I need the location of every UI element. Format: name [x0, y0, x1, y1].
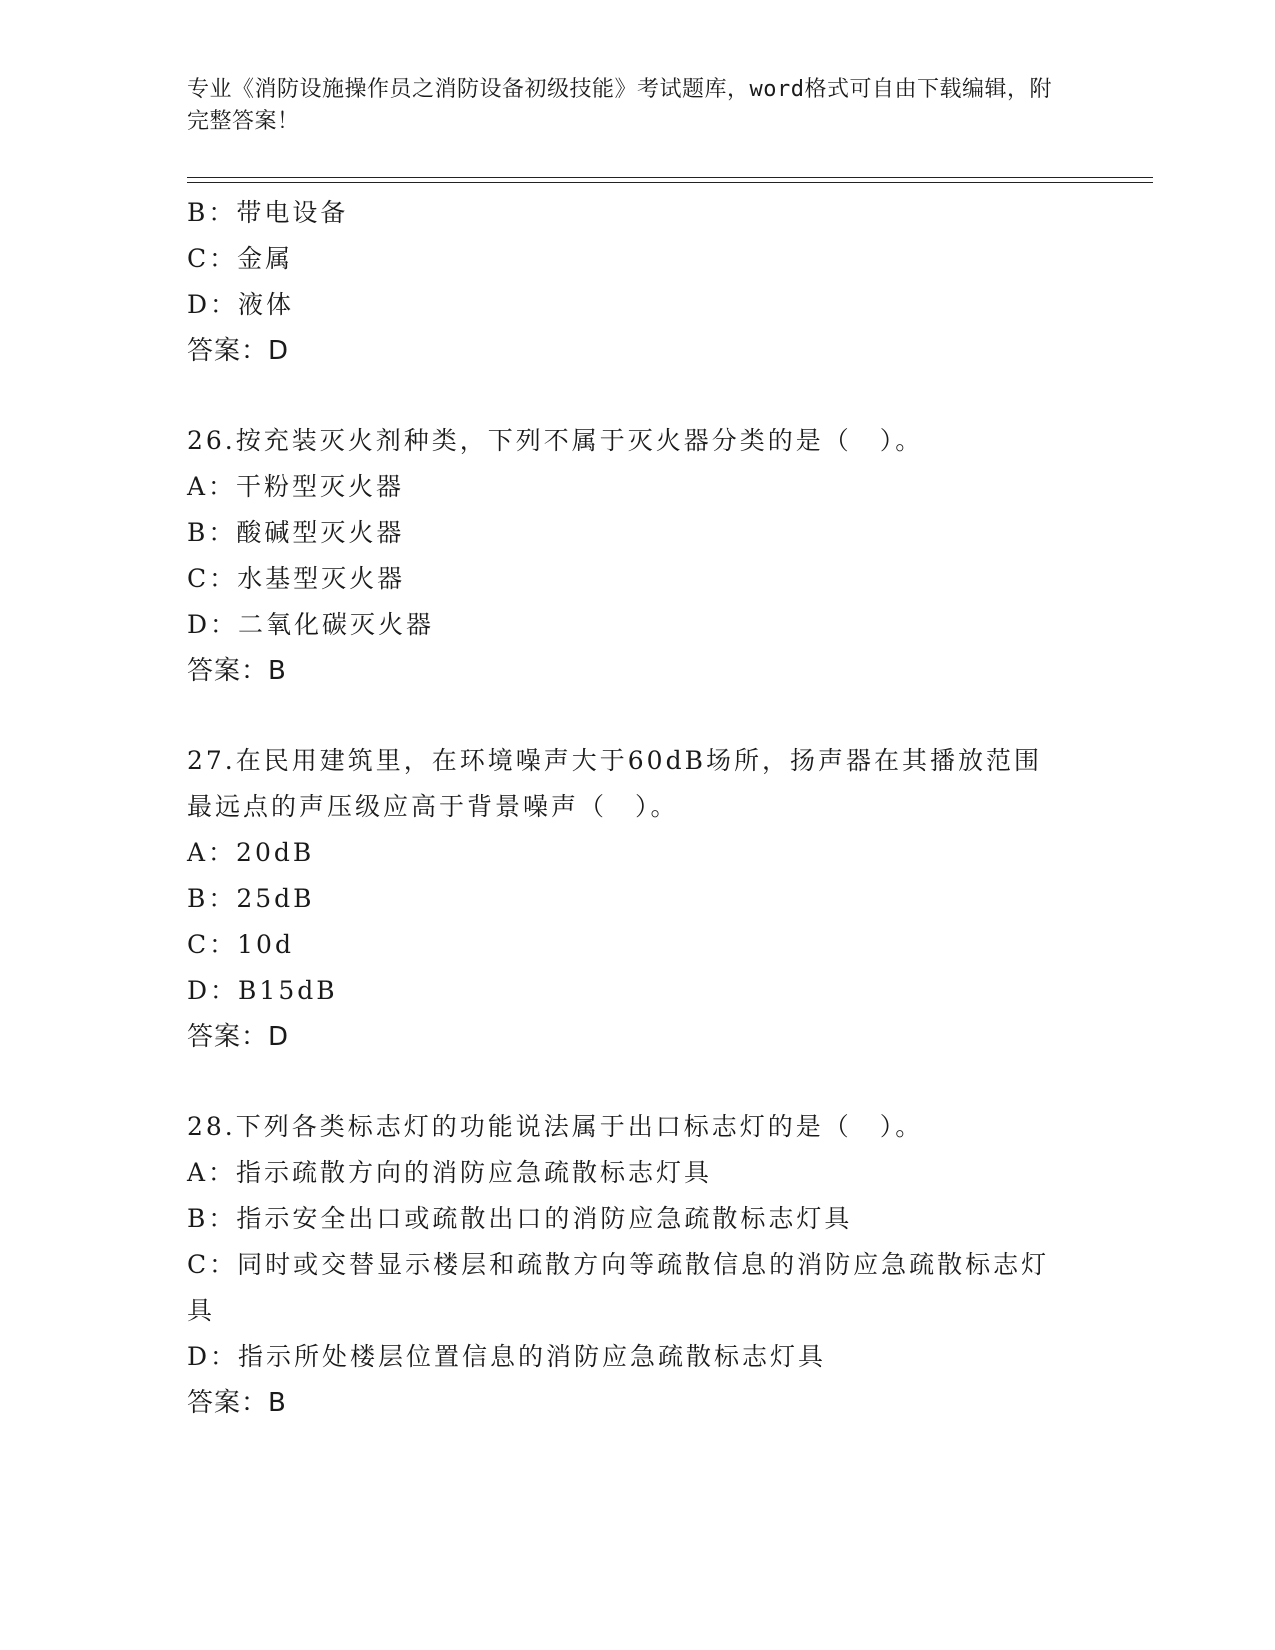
question-27: [187, 738, 1067, 1060]
answer-line: 答案：B: [187, 1388, 287, 1418]
option-a: A：干粉型灭火器: [187, 472, 405, 501]
answer-line: 答案：B: [187, 656, 287, 686]
document-header: 专业《消防设施操作员之消防设备初级技能》考试题库，word格式可自由下载编辑，附完整答案！: [187, 77, 1052, 134]
header-divider-bottom: [187, 182, 1153, 183]
option-a: A：20dB: [187, 838, 315, 867]
option-c: C：10d: [187, 930, 294, 959]
option-c: C：水基型灭火器: [187, 564, 406, 593]
answer-line: 答案：D: [187, 1022, 290, 1052]
option-d: D：B15dB: [187, 976, 338, 1005]
question-stem: 28.下列各类标志灯的功能说法属于出口标志灯的是（ ）。: [187, 1112, 924, 1141]
option-d: D：指示所处楼层位置信息的消防应急疏散标志灯具: [187, 1342, 827, 1371]
option-b: B：指示安全出口或疏散出口的消防应急疏散标志灯具: [187, 1204, 853, 1233]
question-content: [187, 190, 1067, 1426]
question-26: [187, 418, 1067, 694]
question-28: [187, 1104, 1067, 1426]
option-c: C：金属: [187, 244, 294, 273]
option-d: D：液体: [187, 290, 295, 319]
question-stem: 26.按充装灭火剂种类，下列不属于灭火器分类的是（ ）。: [187, 426, 924, 455]
option-b: B：带电设备: [187, 198, 349, 227]
option-a: A：指示疏散方向的消防应急疏散标志灯具: [187, 1158, 713, 1187]
question-stem: 27.在民用建筑里，在环境噪声大于60dB场所，扬声器在其播放范围最远点的声压级应高于背景噪声（ ）。: [187, 746, 1042, 821]
option-c: C：同时或交替显示楼层和疏散方向等疏散信息的消防应急疏散标志灯具: [187, 1250, 1050, 1325]
option-b: B：酸碱型灭火器: [187, 518, 405, 547]
answer-line: 答案：D: [187, 336, 290, 366]
header-divider-top: [187, 177, 1153, 178]
option-b: B：25dB: [187, 884, 315, 913]
previous-question-block: [187, 190, 1067, 374]
option-d: D：二氧化碳灭火器: [187, 610, 435, 639]
